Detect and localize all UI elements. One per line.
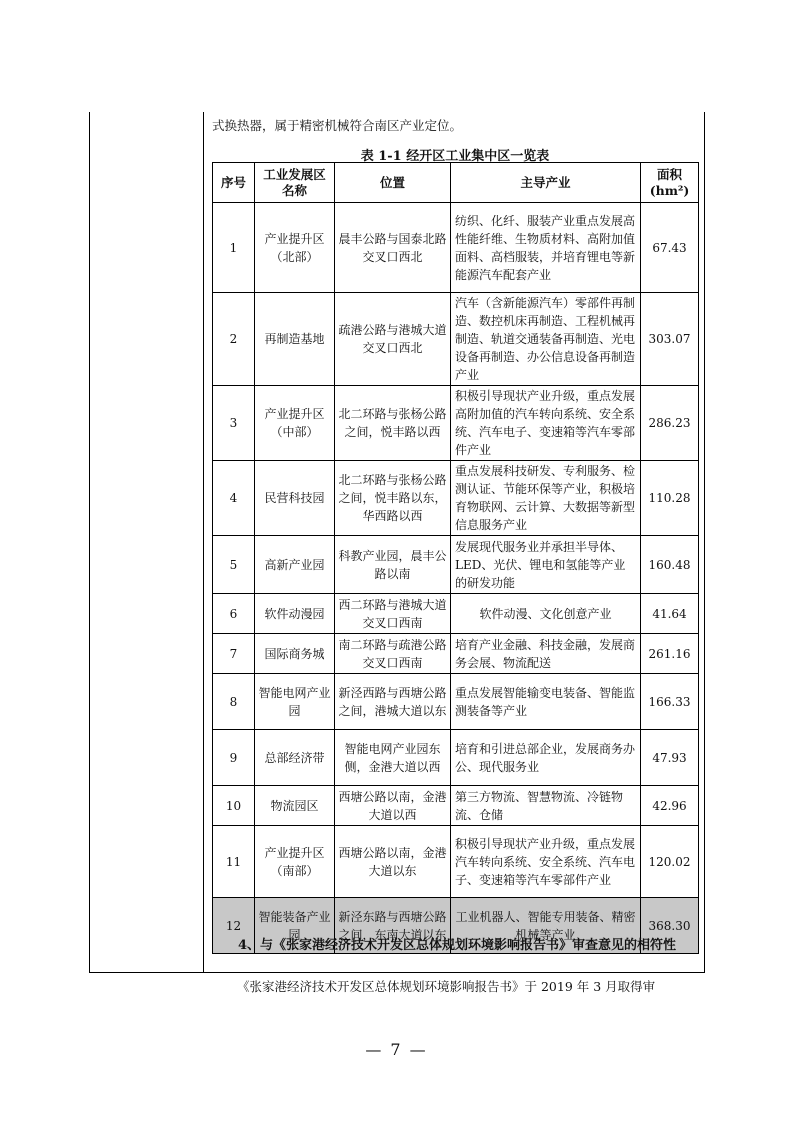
table-caption: 表 1-1 经开区工业集中区一览表 xyxy=(360,149,550,164)
cell-zone: 智能装备产业园 xyxy=(255,898,335,954)
header-area: 面积(hm²) xyxy=(641,163,699,203)
cell-area: 166.33 xyxy=(641,674,699,730)
cell-no: 5 xyxy=(213,536,255,594)
cell-no: 1 xyxy=(213,203,255,293)
frame-divider xyxy=(203,112,204,972)
section-text: 《张家港经济技术开发区总体规划环境影响报告书》于 2019 年 3 月取得审 xyxy=(237,979,656,994)
cell-zone: 产业提升区（南部） xyxy=(255,826,335,898)
table-row xyxy=(213,461,699,536)
cell-area: 286.23 xyxy=(641,386,699,461)
cell-zone: 民营科技园 xyxy=(255,461,335,536)
cell-no: 4 xyxy=(213,461,255,536)
cell-no: 6 xyxy=(213,594,255,634)
table-row xyxy=(213,536,699,594)
cell-industry: 培育产业金融、科技金融，发展商务会展、物流配送 xyxy=(451,634,641,674)
cell-no: 7 xyxy=(213,634,255,674)
table-row xyxy=(213,730,699,786)
cell-location: 科教产业园，晨丰公路以南 xyxy=(335,536,451,594)
cell-no: 9 xyxy=(213,730,255,786)
cell-no: 10 xyxy=(213,786,255,826)
cell-area: 160.48 xyxy=(641,536,699,594)
header-industry: 主导产业 xyxy=(451,163,641,203)
cell-industry: 发展现代服务业并承担半导体、LED、光伏、锂电和氢能等产业的研发功能 xyxy=(451,536,641,594)
cell-area: 47.93 xyxy=(641,730,699,786)
cell-location: 北二环路与张杨公路之间，悦丰路以东，华西路以西 xyxy=(335,461,451,536)
cell-area: 261.16 xyxy=(641,634,699,674)
cell-zone: 软件动漫园 xyxy=(255,594,335,634)
cell-location: 北二环路与张杨公路之间，悦丰路以西 xyxy=(335,386,451,461)
header-zone: 工业发展区名称 xyxy=(255,163,335,203)
table-row xyxy=(213,634,699,674)
cell-no: 2 xyxy=(213,293,255,386)
intro-line: 式换热器，属于精密机械符合南区产业定位。 xyxy=(212,118,463,133)
cell-area: 42.96 xyxy=(641,786,699,826)
cell-location: 智能电网产业园东侧，金港大道以西 xyxy=(335,730,451,786)
page-number: — 7 — xyxy=(365,1040,428,1059)
cell-industry: 积极引导现状产业升级，重点发展高附加值的汽车转向系统、安全系统、汽车电子、变速箱等汽车零部件产业 xyxy=(451,386,641,461)
cell-industry: 软件动漫、文化创意产业 xyxy=(451,594,641,634)
cell-location: 新泾西路与西塘公路之间，港城大道以东 xyxy=(335,674,451,730)
cell-industry: 重点发展智能输变电装备、智能监测装备等产业 xyxy=(451,674,641,730)
header-no: 序号 xyxy=(213,163,255,203)
cell-no: 11 xyxy=(213,826,255,898)
cell-industry: 重点发展科技研发、专利服务、检测认证、节能环保等产业，积极培育物联网、云计算、大数据等新型信息服务产业 xyxy=(451,461,641,536)
header-location: 位置 xyxy=(335,163,451,203)
cell-zone: 智能电网产业园 xyxy=(255,674,335,730)
cell-area: 120.02 xyxy=(641,826,699,898)
cell-zone: 再制造基地 xyxy=(255,293,335,386)
cell-location: 新泾东路与西塘公路之间，东南大道以东 xyxy=(335,898,451,954)
table-row xyxy=(213,386,699,461)
cell-industry: 积极引导现状产业升级，重点发展汽车转向系统、安全系统、汽车电子、变速箱等汽车零部件产业 xyxy=(451,826,641,898)
cell-area: 41.64 xyxy=(641,594,699,634)
cell-zone: 产业提升区（中部） xyxy=(255,386,335,461)
cell-industry: 工业机器人、智能专用装备、精密机械等产业 xyxy=(451,898,641,954)
cell-location: 西二环路与港城大道交叉口西南 xyxy=(335,594,451,634)
table-row xyxy=(213,293,699,386)
cell-area: 368.30 xyxy=(641,898,699,954)
cell-no: 12 xyxy=(213,898,255,954)
cell-location: 南二环路与疏港公路交叉口西南 xyxy=(335,634,451,674)
cell-zone: 高新产业园 xyxy=(255,536,335,594)
cell-area: 110.28 xyxy=(641,461,699,536)
table-row xyxy=(213,594,699,634)
table-row xyxy=(213,203,699,293)
cell-no: 3 xyxy=(213,386,255,461)
cell-location: 西塘公路以南，金港大道以东 xyxy=(335,826,451,898)
cell-zone: 产业提升区（北部） xyxy=(255,203,335,293)
section-heading: 4、与《张家港经济技术开发区总体规划环境影响报告书》审查意见的相符性 xyxy=(238,938,677,953)
cell-industry: 汽车（含新能源汽车）零部件再制造、数控机床再制造、工程机械再制造、轨道交通装备再制造、光电设备再制造、办公信息设备再制造产业 xyxy=(451,293,641,386)
cell-location: 西塘公路以南，金港大道以西 xyxy=(335,786,451,826)
cell-zone: 总部经济带 xyxy=(255,730,335,786)
table-row xyxy=(213,786,699,826)
cell-location: 疏港公路与港城大道交叉口西北 xyxy=(335,293,451,386)
cell-location: 晨丰公路与国泰北路交叉口西北 xyxy=(335,203,451,293)
cell-industry: 纺织、化纤、服装产业重点发展高性能纤维、生物质材料、高附加值面料、高档服装，并培育锂电等新能源汽车配套产业 xyxy=(451,203,641,293)
cell-industry: 培育和引进总部企业，发展商务办公、现代服务业 xyxy=(451,730,641,786)
cell-zone: 物流园区 xyxy=(255,786,335,826)
cell-no: 8 xyxy=(213,674,255,730)
table-row xyxy=(213,826,699,898)
table-row xyxy=(213,674,699,730)
cell-zone: 国际商务城 xyxy=(255,634,335,674)
cell-industry: 第三方物流、智慧物流、冷链物流、仓储 xyxy=(451,786,641,826)
cell-area: 303.07 xyxy=(641,293,699,386)
industrial-zone-table xyxy=(212,162,699,954)
cell-area: 67.43 xyxy=(641,203,699,293)
